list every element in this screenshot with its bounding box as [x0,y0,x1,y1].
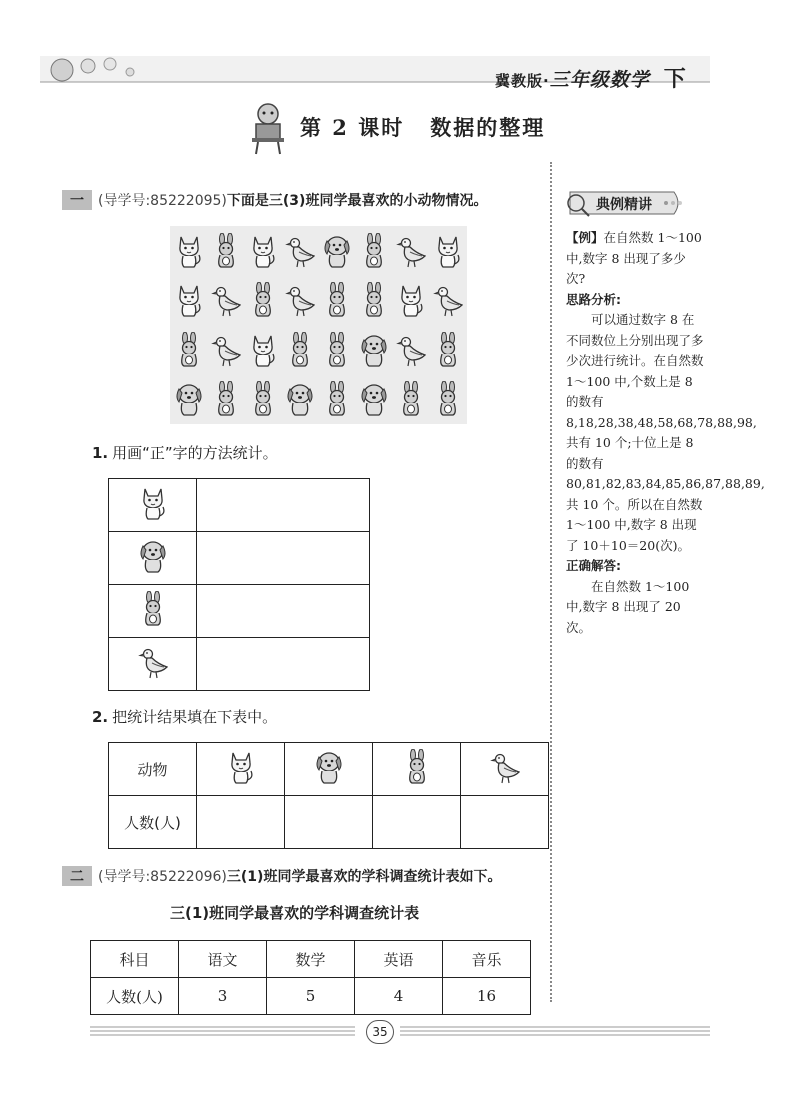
sidebar-example [566,228,765,638]
subject-header-label: 科目 [91,941,179,978]
subject-table-title: 三(1)班同学最喜欢的学科调查统计表 [170,904,420,922]
result-table [108,742,549,849]
cat-icon [226,748,256,786]
rabbit-icon [211,231,241,271]
tally-animal-cell [109,585,197,638]
rabbit-icon [174,330,204,370]
cat-icon [138,484,168,522]
tally-answer-cell[interactable] [197,638,370,691]
rabbit-icon [248,280,278,320]
rabbit-icon [322,379,352,419]
result-animal-cell [285,743,373,796]
dog-icon [138,537,168,575]
result-count-cell[interactable] [197,796,285,849]
tally-row [109,585,370,638]
guide-ref: (导学号:85222096) [98,869,227,885]
subject-header: 语文 [179,941,267,978]
bird-icon [490,748,520,786]
result-count-cell[interactable] [285,796,373,849]
subject-count: 3 [179,978,267,1015]
section-two-heading [62,866,501,886]
example-text: 在自然数 1～100 中,数字 8 出现了多少次? [566,230,702,286]
animal-picture-grid [170,226,467,424]
subject-header: 音乐 [443,941,531,978]
rabbit-icon [396,379,426,419]
edition-label: 冀教版 [495,72,544,90]
bird-icon [211,330,241,370]
rabbit-icon [402,748,432,786]
answer-text: 在自然数 1～100 中,数字 8 出现了 20 次。 [566,578,690,635]
analysis-text: 可以通过数字 8 在不同数位上分别出现了多少次进行统计。在自然数 1～100 中,个数上是 8 的数有 8,18,28,38,48,58,68,78,88,98,共有 10 个;十位上是 8 的数有 80,81,82,83,84,85,86,87,88,89,共 10 个。所以在自然数 1～100 中,数字 8 出现了 10＋10＝20(次)。 [566,312,765,553]
rabbit-icon [359,231,389,271]
result-animal-cell [373,743,461,796]
bird-icon [433,280,463,320]
section-text: 三(1)班同学最喜欢的学科调查统计表如下。 [226,869,502,885]
bird-icon [138,643,168,681]
tally-answer-cell[interactable] [197,532,370,585]
grade-subject-label: 三年级数学 [549,69,650,91]
bird-icon [285,231,315,271]
subject-count: 4 [355,978,443,1015]
cat-icon [174,280,204,320]
dog-icon [314,748,344,786]
dog-icon [359,330,389,370]
bird-icon [285,280,315,320]
tally-row [109,532,370,585]
cat-icon [396,280,426,320]
cat-icon [248,231,278,271]
answer-label: 正确解答: [566,558,621,573]
cat-icon [248,330,278,370]
column-divider [550,162,552,1002]
tally-table [108,478,370,691]
tally-answer-cell[interactable] [197,585,370,638]
rabbit-icon [285,330,315,370]
rabbit-icon [433,330,463,370]
cat-icon [433,231,463,271]
header-brand: 冀教版·三年级数学 下 [495,67,687,92]
sidebar-banner-label: 典例精讲 [596,197,652,213]
row-label: 人数(人) [91,978,179,1015]
subject-count: 5 [267,978,355,1015]
subject-header: 英语 [355,941,443,978]
footer-rule [90,1018,710,1044]
lesson-name: 数据的整理 [430,115,546,140]
result-count-cell[interactable] [461,796,549,849]
tally-animal-cell [109,532,197,585]
bird-icon [211,280,241,320]
lesson-title [300,112,545,142]
rabbit-icon [248,379,278,419]
bird-icon [396,330,426,370]
tally-animal-cell [109,479,197,532]
count-header: 人数(人) [109,796,197,849]
tally-animal-cell [109,638,197,691]
result-animal-cell [197,743,285,796]
example-tag: 【例】 [566,230,604,245]
rabbit-icon [211,379,241,419]
rabbit-icon [433,379,463,419]
result-count-cell[interactable] [373,796,461,849]
section-number: 二 [62,866,92,886]
rabbit-icon [322,330,352,370]
tally-row [109,638,370,691]
term-label: 下 [663,67,687,92]
analysis-label: 思路分析: [566,291,621,307]
subject-table [90,940,531,1015]
subject-count: 16 [443,978,531,1015]
page-number: 35 [366,1020,394,1044]
question-1: 1. 用画“正”字的方法统计。 [92,444,278,462]
section-text: 下面是三(3)班同学最喜欢的小动物情况。 [226,193,488,209]
rabbit-icon [138,590,168,628]
question-2: 2. 把统计结果填在下表中。 [92,708,278,726]
dog-icon [359,379,389,419]
result-animal-cell [461,743,549,796]
dog-icon [174,379,204,419]
dog-icon [285,379,315,419]
tally-row [109,479,370,532]
mascot-reading-icon [250,100,286,156]
rabbit-icon [359,280,389,320]
lesson-number: 第 2 课时 [300,115,405,140]
cat-icon [174,231,204,271]
animal-header: 动物 [109,743,197,796]
guide-ref: (导学号:85222095) [98,193,227,209]
tally-answer-cell[interactable] [197,479,370,532]
rabbit-icon [322,280,352,320]
dog-icon [322,231,352,271]
section-number: 一 [62,190,92,210]
subject-header: 数学 [267,941,355,978]
section-one-heading [62,190,487,210]
bird-icon [396,231,426,271]
